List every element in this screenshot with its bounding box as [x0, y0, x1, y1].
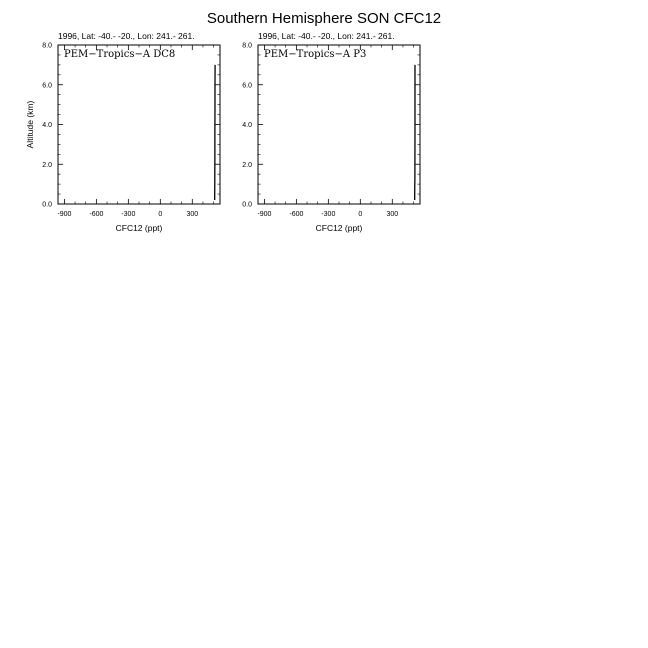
panel-subtitle: 1996, Lat: -40.- -20., Lon: 241.- 261.	[58, 31, 195, 41]
y-tick-label: 8.0	[42, 42, 52, 50]
x-tick-label: -600	[89, 211, 104, 218]
x-tick-label: -300	[121, 211, 136, 218]
x-tick-label: -900	[257, 211, 272, 218]
y-tick-label: 0.0	[42, 201, 52, 209]
x-tick-label: 300	[186, 211, 199, 218]
x-tick-label: -900	[57, 211, 72, 218]
panel-1	[25, 31, 220, 233]
y-tick-label: 6.0	[242, 82, 252, 90]
x-tick-label: -600	[289, 211, 304, 218]
y-tick-label: 0.0	[242, 201, 252, 209]
x-tick-label: -300	[321, 211, 336, 218]
x-axis-label: CFC12 (ppt)	[315, 223, 363, 233]
y-tick-label: 4.0	[242, 122, 252, 129]
y-axis-label: Altitude (km)	[25, 100, 35, 149]
panel-label: PEM−Tropics−A DC8	[64, 49, 176, 60]
panel-2	[242, 31, 420, 233]
figure-title: Southern Hemisphere SON CFC12	[206, 10, 442, 27]
y-tick-label: 8.0	[242, 42, 252, 50]
plot-frame	[58, 45, 220, 204]
panel-subtitle: 1996, Lat: -40.- -20., Lon: 241.- 261.	[258, 31, 395, 41]
x-tick-label: 300	[386, 211, 399, 218]
y-tick-label: 2.0	[42, 161, 52, 169]
y-tick-label: 2.0	[242, 161, 252, 169]
y-tick-label: 6.0	[42, 82, 52, 90]
plot-frame	[258, 45, 420, 204]
y-tick-label: 4.0	[42, 122, 52, 129]
x-tick-label: 0	[158, 211, 163, 218]
x-tick-label: 0	[358, 211, 363, 218]
x-axis-label: CFC12 (ppt)	[115, 223, 163, 233]
panel-label: PEM−Tropics−A P3	[264, 49, 367, 60]
